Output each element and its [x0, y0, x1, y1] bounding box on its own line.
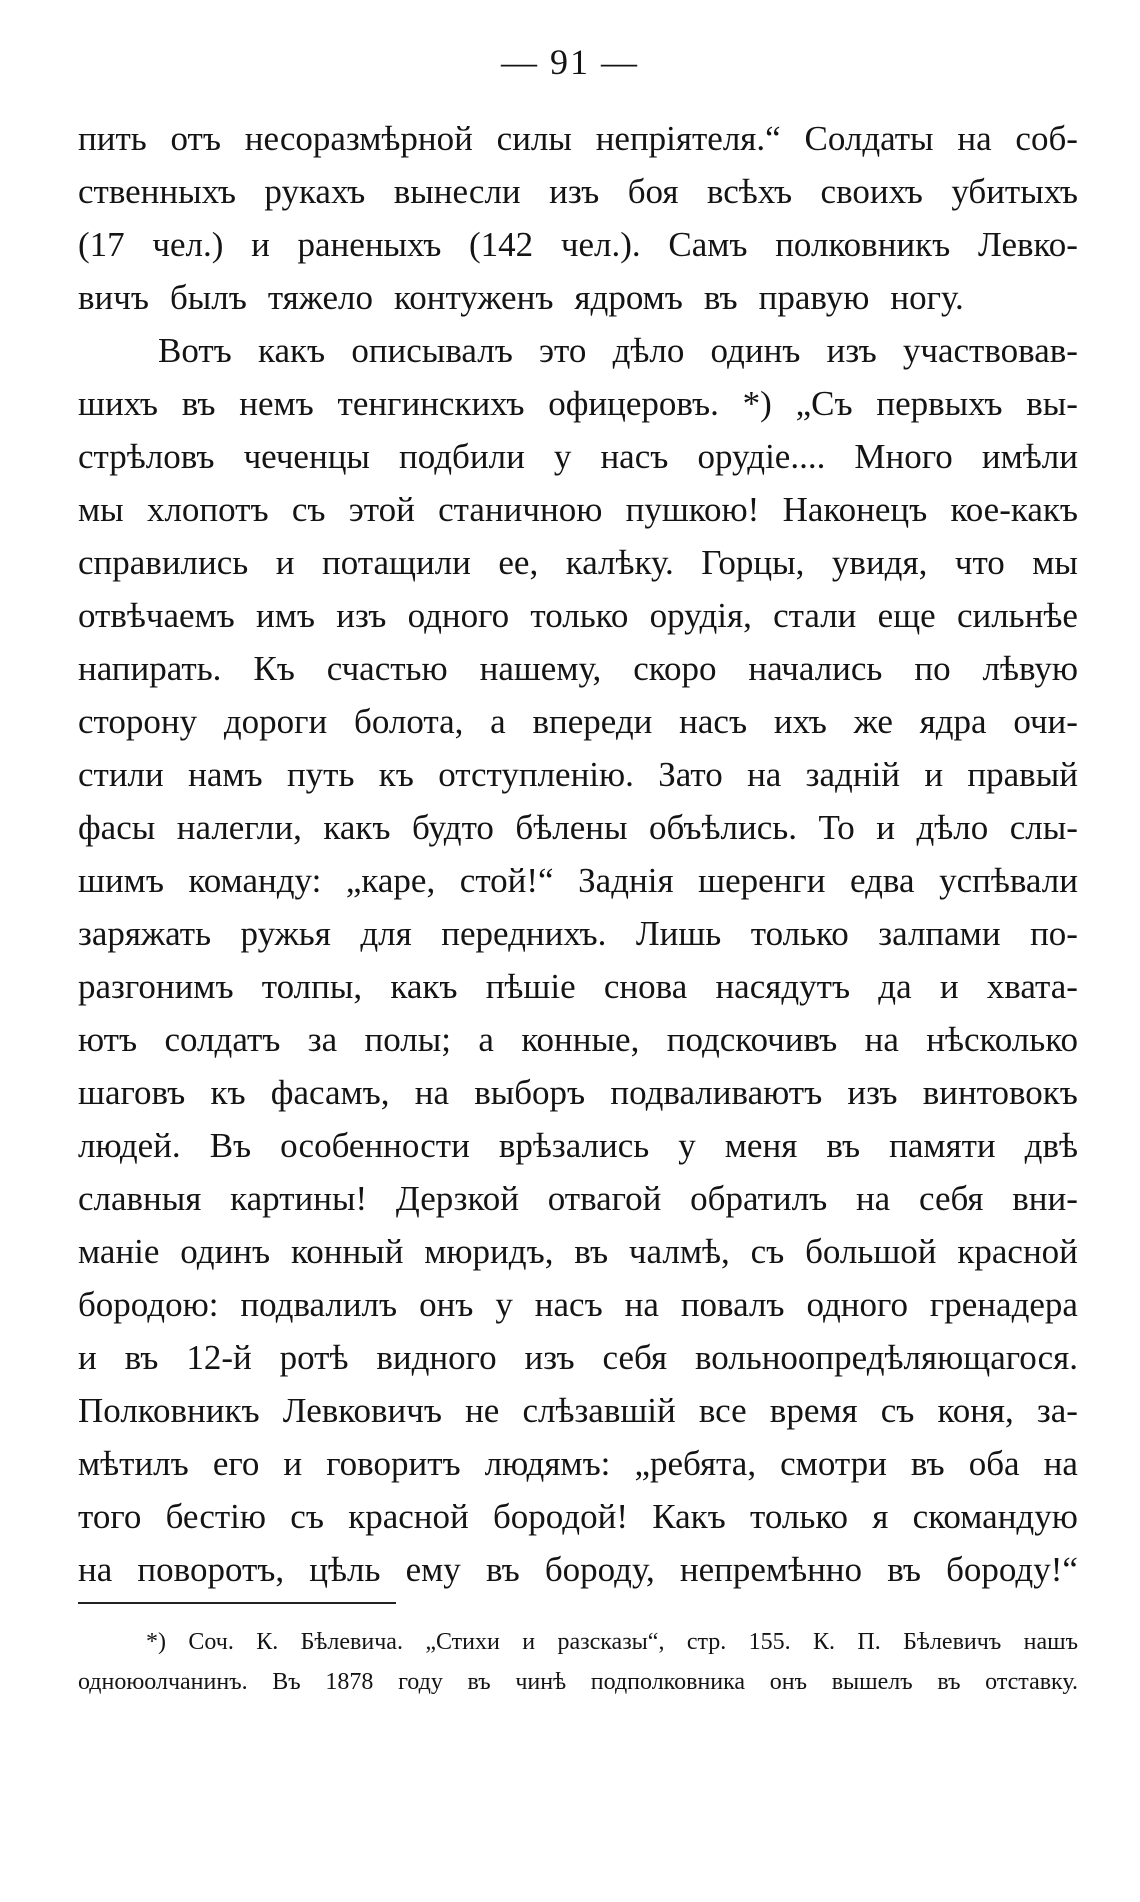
text-line: справились и потащили ее, калѣку. Горцы, увидя, что мы [78, 543, 1078, 582]
text-line: фасы налегли, какъ будто бѣлены объѣлись. То и дѣло слы- [78, 808, 1078, 847]
text-line: стрѣловъ чеченцы подбили у насъ орудіе.... Много имѣли [78, 437, 1078, 476]
text-line: вичъ былъ тяжело контуженъ ядромъ въ правую ногу. [78, 278, 964, 317]
text-line: славныя картины! Дерзкой отвагой обратилъ на себя вни- [78, 1179, 1078, 1218]
text-line: сторону дороги болота, а впереди насъ ихъ же ядра очи- [78, 702, 1078, 741]
text-line: ственныхъ рукахъ вынесли изъ боя всѣхъ своихъ убитыхъ [78, 172, 1078, 211]
text-line: людей. Въ особенности врѣзались у меня въ памяти двѣ [78, 1126, 1078, 1165]
text-line: на поворотъ, цѣль ему въ бороду, непремѣнно въ бороду!“ [78, 1550, 1078, 1589]
page-number: — 91 — [501, 42, 639, 82]
text-line: бородою: подвалилъ онъ у насъ на повалъ одного гренадера [78, 1285, 1078, 1324]
body-text [78, 112, 1078, 1596]
text-line: и въ 12-й ротѣ видного изъ себя вольноопредѣляющагося. [78, 1338, 1078, 1377]
text-line: мы хлопотъ съ этой станичною пушкою! Наконецъ кое-какъ [78, 490, 1078, 529]
text-line: разгонимъ толпы, какъ пѣшіе снова насядутъ да и хвата- [78, 967, 1078, 1006]
text-line: шимъ команду: „каре, стой!“ Заднія шеренги едва успѣвали [78, 861, 1078, 900]
footnote-divider [78, 1602, 396, 1604]
text-line: Полковникъ Левковичъ не слѣзавшій все время съ коня, за- [78, 1391, 1078, 1430]
text-line: ютъ солдатъ за полы; а конные, подскочивъ на нѣсколько [78, 1020, 1078, 1059]
text-line: пить отъ несоразмѣрной силы непріятеля.“ Солдаты на соб- [78, 119, 1078, 158]
text-line: шихъ въ немъ тенгинскихъ офицеровъ. *) „Съ первыхъ вы- [78, 384, 1078, 423]
text-line: мѣтилъ его и говоритъ людямъ: „ребята, смотри въ оба на [78, 1444, 1078, 1483]
text-line: напирать. Къ счастью нашему, скоро начались по лѣвую [78, 649, 1078, 688]
text-line: заряжать ружья для переднихъ. Лишь только залпами по- [78, 914, 1078, 953]
footnote-line: одноюолчанинъ. Въ 1878 году въ чинѣ подполковника онъ вышелъ въ отставку. [78, 1669, 1078, 1695]
text-line: Вотъ какъ описывалъ это дѣло одинъ изъ участвовав- [158, 331, 1078, 370]
footnote-line: *) Соч. К. Бѣлевича. „Стихи и разсказы“, стр. 155. К. П. Бѣлевичъ нашъ [146, 1629, 1078, 1655]
text-line: (17 чел.) и раненыхъ (142 чел.). Самъ полковникъ Левко- [78, 225, 1078, 264]
text-line: отвѣчаемъ имъ изъ одного только орудія, стали еще сильнѣе [78, 596, 1078, 635]
footnotes [78, 1622, 1078, 1702]
text-line: маніе одинъ конный мюридъ, въ чалмѣ, съ большой красной [78, 1232, 1078, 1271]
text-line: шаговъ къ фасамъ, на выборъ подваливаютъ изъ винтовокъ [78, 1073, 1078, 1112]
text-line: того бестію съ красной бородой! Какъ только я скомандую [78, 1497, 1078, 1536]
text-line: стили намъ путь къ отступленію. Зато на заднiй и правый [78, 755, 1078, 794]
